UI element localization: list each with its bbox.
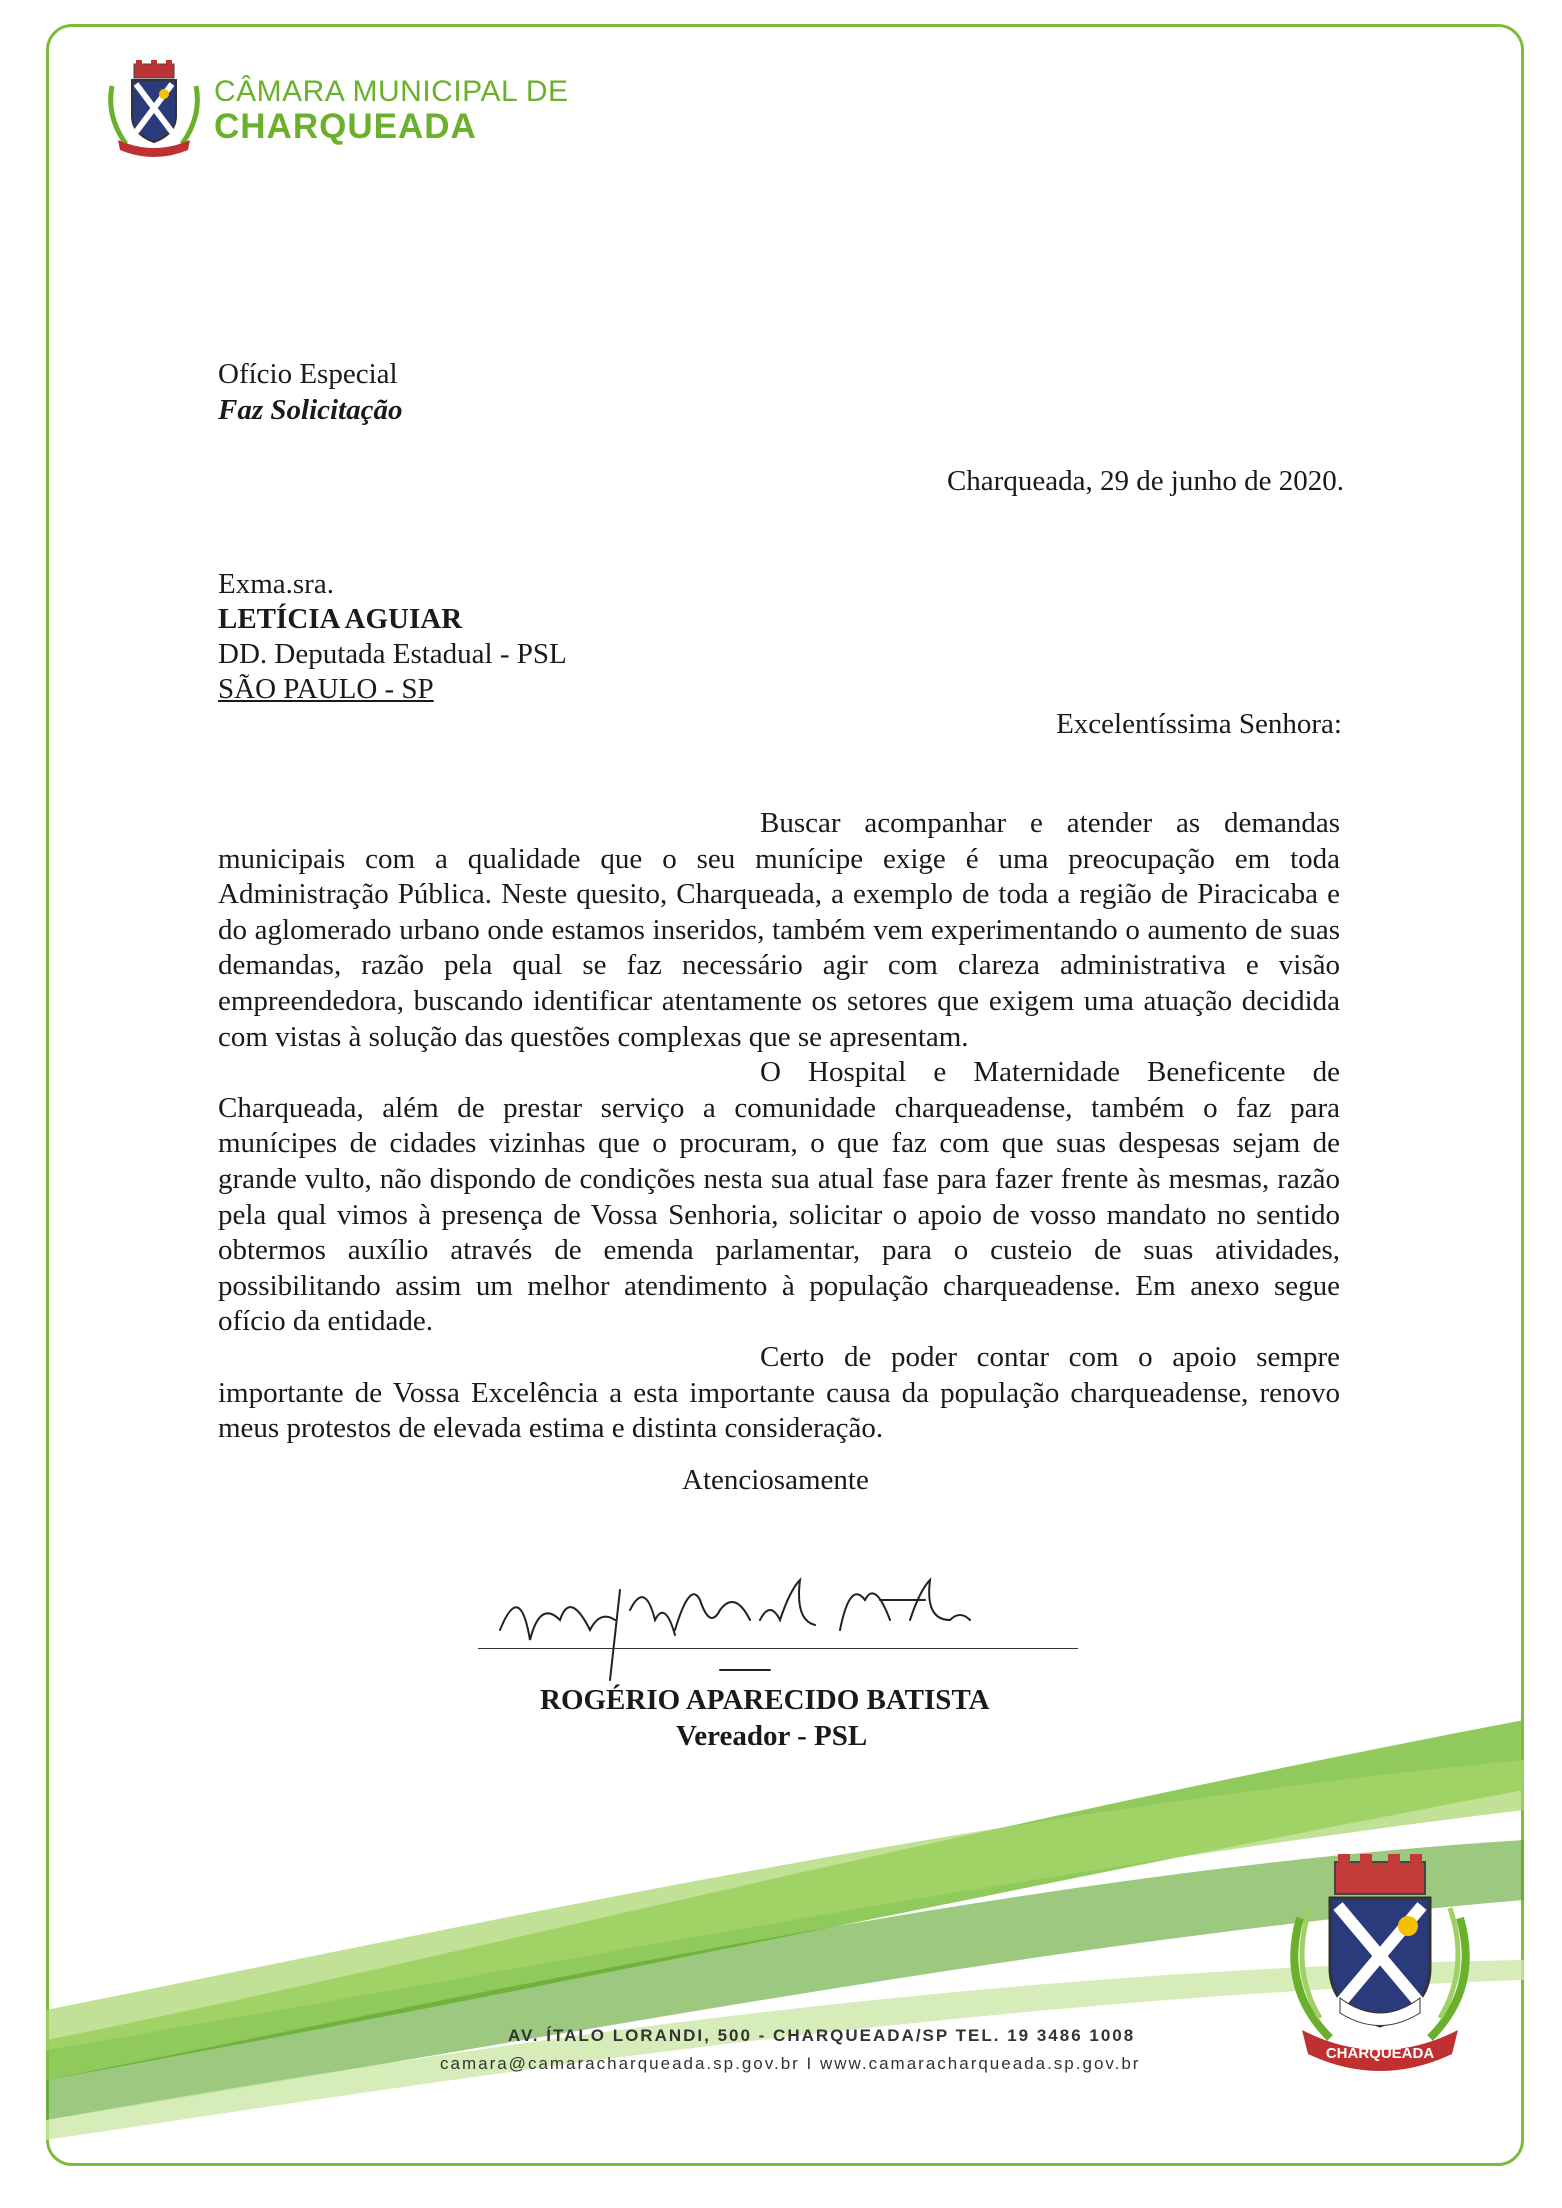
body-paragraph: O Hospital e Maternidade Beneficente de Charqueada, além de prestar serviço a comunidade charqueadense, também o faz para munícipes de cidades vizinhas que o procuram, o que faz com que suas despesas sejam de grande vulto, não dispondo de condições nesta sua atual fase para fazer frente às mesmas, razão pela qual vimos à presença de Vossa Senhoria, solicitar o apoio de vosso mandato no sentido obtermos auxílio através de emenda parlamentar, para o custeio de suas atividades, possibilitando assim um melhor atendimento à população charqueadense. Em anexo segue ofício da entidade. — [218, 1056, 1340, 1338]
document-type: Ofício Especial — [218, 358, 398, 390]
body-paragraph: Certo de poder contar com o apoio sempre importante de Vossa Excelência a esta importante causa da população charqueadense, renovo meus protestos de elevada estima e distinta consideração. — [218, 1340, 1340, 1445]
recipient-location: SÃO PAULO - SP — [218, 673, 434, 705]
signer-name: ROGÉRIO APARECIDO BATISTA — [540, 1684, 990, 1716]
municipal-crest-icon — [104, 56, 204, 164]
signature-line — [478, 1648, 1078, 1649]
closing: Atenciosamente — [682, 1464, 869, 1496]
letter-date: Charqueada, 29 de junho de 2020. — [946, 465, 1344, 497]
letterhead — [104, 56, 569, 164]
letter-body — [218, 806, 1340, 1447]
recipient-name: LETÍCIA AGUIAR — [218, 603, 463, 635]
document-subject: Faz Solicitação — [218, 394, 403, 426]
recipient-title: DD. Deputada Estadual - PSL — [218, 638, 567, 670]
body-paragraph: Buscar acompanhar e atender as demandas municipais com a qualidade que o seu munícipe exige é uma preocupação em toda Administração Pública. Neste quesito, Charqueada, a exemplo de toda a região de Piracicaba e do aglomerado urbano onde estamos inseridos, também vem experimentando o aumento de suas demandas, razão pela qual se faz necessário agir com clareza administrativa e visão empreendedora, buscando identificar atentamente os setores que exigem uma atuação decidida com vistas à solução das questões complexas que se apresentam. — [218, 807, 1340, 1053]
footer-address: AV. ÍTALO LORANDI, 500 - CHARQUEADA/SP TEL. 19 3486 1008 — [508, 2026, 1136, 2045]
greeting: Excelentíssima Senhora: — [1056, 708, 1342, 740]
municipal-crest-large-icon — [1280, 1848, 1480, 2078]
signer-role: Vereador - PSL — [676, 1720, 868, 1752]
handwritten-signature-icon — [470, 1560, 1090, 1690]
recipient-salutation: Exma.sra. — [218, 568, 334, 600]
footer-contacts: camara@camaracharqueada.sp.gov.br I www.camaracharqueada.sp.gov.br — [440, 2054, 1141, 2073]
header-institution-line: CÂMARA MUNICIPAL DE — [214, 74, 569, 108]
crest-label: CHARQUEADA — [1325, 2045, 1435, 2062]
header-city-name: CHARQUEADA — [214, 106, 477, 146]
